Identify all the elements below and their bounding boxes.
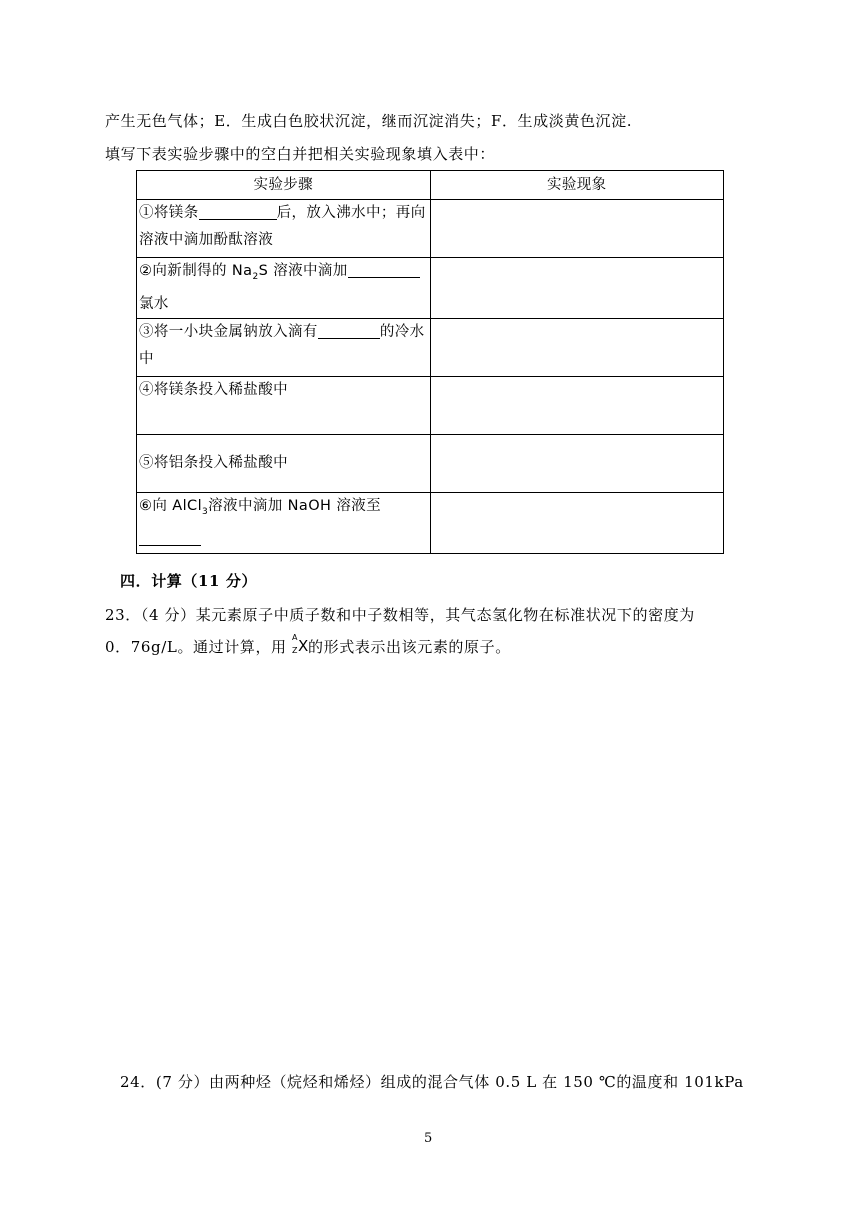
phenomenon-cell	[430, 318, 724, 376]
header-phenomena: 实验现象	[430, 171, 724, 200]
answer-blank	[348, 261, 420, 278]
phenomenon-cell	[430, 434, 724, 492]
section-heading: 四．计算（11 分）	[120, 572, 258, 590]
table-row	[137, 376, 724, 434]
table-row	[137, 200, 724, 258]
phenomenon-cell	[430, 258, 724, 319]
answer-blank	[139, 529, 201, 546]
intro-line-2: 填写下表实验步骤中的空白并把相关实验现象填入表中：	[105, 145, 496, 163]
question-23-line-1: 23．（4 分）某元素原子中质子数和中子数相等，其气态氢化物在标准状况下的密度为	[105, 606, 695, 624]
step-cell: ②向新制得的 $Na_2S$ 溶液中滴加氯水	[137, 258, 431, 319]
step-cell: ③将一小块金属钠放入滴有 的冷水中	[137, 318, 431, 376]
table-row	[137, 434, 724, 492]
phenomenon-cell	[430, 376, 724, 434]
phenomenon-cell	[430, 492, 724, 553]
table-row	[137, 258, 724, 319]
answer-blank	[199, 203, 277, 220]
answer-blank	[318, 322, 380, 339]
page-number: 5	[424, 1131, 433, 1146]
table-row	[137, 318, 724, 376]
phenomenon-cell	[430, 200, 724, 258]
step-cell: ⑤将铝条投入稀盐酸中	[137, 434, 431, 492]
nuclide-notation: A Z X	[292, 633, 309, 655]
step-cell: ④将镁条投入稀盐酸中	[137, 376, 431, 434]
step-cell: ⑥向 AlCl$_3$溶液中滴加 NaOH 溶液至	[137, 492, 431, 553]
experiment-table	[136, 170, 724, 554]
table-row	[137, 492, 724, 553]
table-header-row	[137, 171, 724, 200]
intro-line-1: 产生无色气体；E．生成白色胶状沉淀，继而沉淀消失；F．生成淡黄色沉淀.	[105, 112, 633, 130]
question-24: 24．(7 分）由两种烃（烷烃和烯烃）组成的混合气体 0.5 L 在 150 ℃的温度和 101kPa	[120, 1073, 744, 1091]
header-steps: 实验步骤	[137, 171, 431, 200]
question-23-line-2: 0．76g/L。通过计算，用 A Z X 的形式表示出该元素的原子。	[105, 633, 511, 656]
step-cell: ①将镁条 后，放入沸水中；再向溶液中滴加酚酞溶液	[137, 200, 431, 258]
